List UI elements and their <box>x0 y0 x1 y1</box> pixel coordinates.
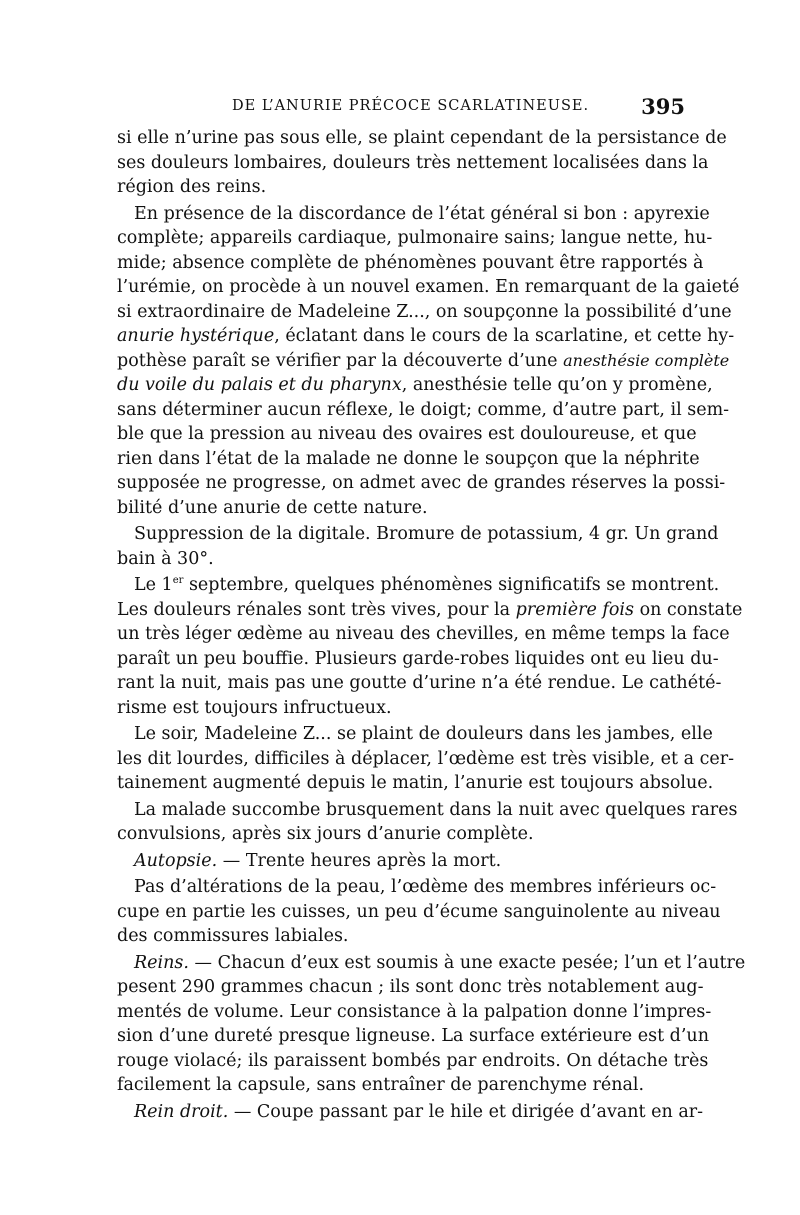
text-line: les dit lourdes, difficiles à déplacer, l’œdème est très visible, et a cer- <box>117 748 735 769</box>
text-fragment: — Coupe passant par le hile et dirigée d’avant en ar- <box>228 1101 704 1122</box>
text-line <box>117 598 743 623</box>
page-body <box>117 126 746 1124</box>
text-line: sans déterminer aucun réflexe, le doigt; comme, d’autre part, il sem- <box>117 399 730 420</box>
text-line: rant la nuit, mais pas une goutte d’urine n’a été rendue. Le cathété- <box>117 673 722 693</box>
text-line <box>117 849 687 874</box>
paragraph <box>117 202 740 521</box>
text-line: ble que la pression au niveau des ovaires est douloureuse, et que <box>117 424 697 444</box>
text-line <box>117 349 730 374</box>
text-line: La malade succombe brusquement dans la nuit avec quelques rares <box>134 799 738 820</box>
text-line: mide; absence complète de phénomènes pouvant être rapportés à <box>117 252 704 273</box>
text-fragment: pothèse paraît se vérifier par la découverte d’une <box>117 350 558 371</box>
text-line: complète; appareils cardiaque, pulmonaire sains; langue nette, hu- <box>117 228 713 248</box>
text-line: rien dans l’état de la malade ne donne le soupçon que la néphrite <box>117 448 700 469</box>
paragraph <box>117 1100 704 1125</box>
text-line: facilement la capsule, sans entraîner de parenchyme rénal. <box>117 1075 645 1095</box>
text-line: mentés de volume. Leur consistance à la palpation donne l’impres- <box>117 1001 712 1022</box>
text-line: risme est toujours infructueux. <box>117 697 392 718</box>
paragraph <box>117 875 721 949</box>
section-label: Reins. <box>134 952 189 973</box>
text-line: En présence de la discordance de l’état général si bon : apyrexie <box>134 203 710 224</box>
text-fragment: Les douleurs rénales sont très vives, pour la <box>117 599 516 620</box>
text-line: un très léger œdème au niveau des chevilles, en même temps la face <box>117 624 730 644</box>
text-line: paraît un peu bouffie. Plusieurs garde-robes liquides ont eu lieu du- <box>117 648 719 669</box>
text-line: Suppression de la digitale. Bromure de potassium, 4 gr. Un grand <box>134 524 719 544</box>
italic-term: anesthésie complète <box>563 350 730 370</box>
text-line: région des reins. <box>117 177 267 197</box>
text-fragment: , anesthésie telle qu’on y promène, <box>401 375 713 395</box>
text-line: ses douleurs lombaires, douleurs très nettement localisées dans la <box>117 152 709 173</box>
text-line <box>117 373 713 398</box>
paragraph <box>117 798 738 847</box>
text-line: pesent 290 grammes chacun ; ils sont donc très notablement aug- <box>117 977 704 997</box>
text-fragment: on constate <box>634 599 743 620</box>
text-line: Le soir, Madeleine Z... se plaint de douleurs dans les jambes, elle <box>134 724 713 744</box>
text-fragment: — Trente heures après la mort. <box>217 850 502 871</box>
page-header <box>0 94 800 124</box>
paragraph <box>117 951 746 1098</box>
text-line <box>117 1100 704 1125</box>
italic-term: du voile du palais et du pharynx <box>117 375 402 395</box>
running-head: DE L’ANURIE PRÉCOCE SCARLATINEUSE. <box>232 98 590 114</box>
text-line: supposée ne progresse, on admet avec de grandes réserves la possi- <box>117 473 726 493</box>
text-fragment: septembre, quelques phénomènes significatifs se montrent. <box>183 575 720 595</box>
section-label: Rein droit. <box>134 1101 229 1122</box>
italic-term: anurie hystérique <box>117 326 275 346</box>
text-line <box>117 573 720 598</box>
superscript: er <box>172 575 184 587</box>
paragraph <box>117 126 727 200</box>
text-line: tainement augmenté depuis le matin, l’anurie est toujours absolue. <box>117 773 714 793</box>
italic-term: première fois <box>515 599 634 620</box>
text-line: Pas d’altérations de la peau, l’œdème des membres inférieurs oc- <box>134 877 717 897</box>
paragraph <box>117 522 719 571</box>
text-fragment: Le 1 <box>134 575 173 595</box>
text-line: rouge violacé; ils paraissent bombés par endroits. On détache très <box>117 1050 709 1071</box>
text-line <box>117 324 735 349</box>
text-line: bain à 30°. <box>117 548 214 569</box>
text-line: cupe en partie les cuisses, un peu d’écume sanguinolente au niveau <box>117 901 721 922</box>
text-line: des commissures labiales. <box>117 926 349 946</box>
text-line: bilité d’une anurie de cette nature. <box>117 497 428 518</box>
text-line: si elle n’urine pas sous elle, se plaint cependant de la persistance de <box>117 128 727 148</box>
paragraph <box>117 573 743 720</box>
paragraph <box>117 849 687 874</box>
text-fragment: , éclatant dans le cours de la scarlatine, et cette hy- <box>274 326 735 346</box>
paragraph <box>117 722 735 796</box>
text-line: sion d’une dureté presque ligneuse. La surface extérieure est d’un <box>117 1026 709 1046</box>
page-number: 395 <box>641 94 685 119</box>
text-line: convulsions, après six jours d’anurie complète. <box>117 824 534 844</box>
text-fragment: — Chacun d’eux est soumis à une exacte pesée; l’un et l’autre <box>188 952 746 973</box>
section-label: Autopsie. <box>134 850 218 871</box>
text-line: si extraordinaire de Madeleine Z..., on soupçonne la possibilité d’une <box>117 301 732 322</box>
text-line <box>117 951 746 976</box>
text-line: l’urémie, on procède à un nouvel examen. En remarquant de la gaieté <box>117 277 740 297</box>
